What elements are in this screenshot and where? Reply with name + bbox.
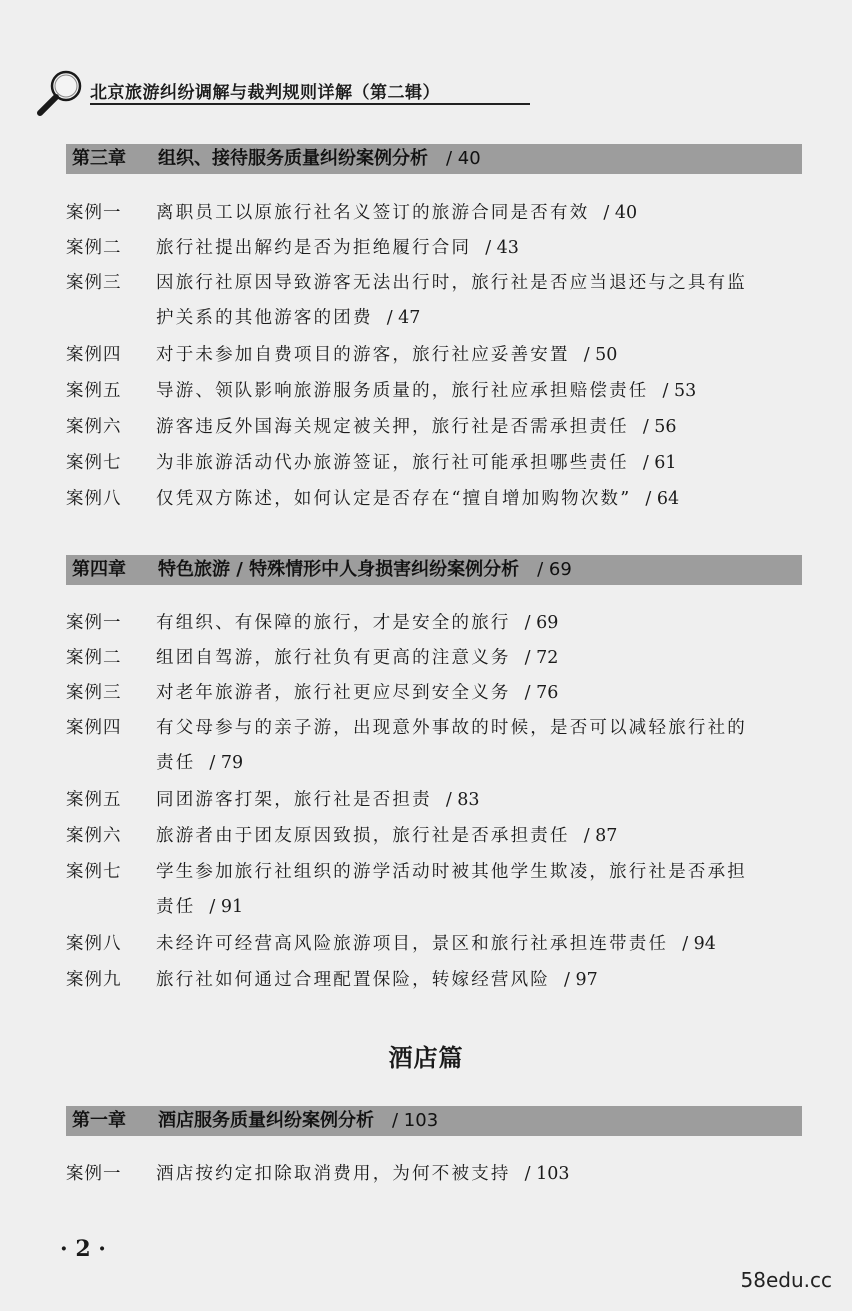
case-page: / 50 [583, 345, 618, 365]
case-title-cont: 责任 [156, 753, 196, 773]
case-label: 案例七 [66, 862, 122, 882]
case-label: 案例六 [66, 826, 122, 846]
chapter-page: / 69 [537, 559, 572, 580]
case-title: 因旅行社原因导致游客无法出行时，旅行社是否应当退还与之具有监 [156, 273, 747, 293]
case-title: 有组织、有保障的旅行，才是安全的旅行 [156, 613, 511, 633]
case-label: 案例一 [66, 203, 122, 223]
chapter-heading [66, 555, 802, 585]
case-label: 案例一 [66, 613, 122, 633]
case-label: 案例三 [66, 273, 122, 293]
chapter-page: / 40 [446, 148, 481, 169]
case-title: 旅行社如何通过合理配置保险，转嫁经营风险 [156, 970, 550, 990]
case-title: 为非旅游活动代办旅游签证，旅行社可能承担哪些责任 [156, 453, 629, 473]
chapter-title: 特色旅游 / 特殊情形中人身损害纠纷案例分析 [158, 559, 520, 580]
case-label: 案例二 [66, 238, 122, 258]
case-title: 学生参加旅行社组织的游学活动时被其他学生欺凌，旅行社是否承担 [156, 862, 747, 882]
case-page: / 97 [564, 970, 598, 990]
case-page: / 64 [645, 489, 680, 509]
case-page: / 56 [642, 417, 677, 437]
chapter-heading [66, 144, 802, 174]
case-label: 案例一 [66, 1164, 122, 1184]
case-page: / 40 [603, 203, 638, 223]
magnifier-icon [34, 66, 90, 118]
case-label: 案例二 [66, 648, 122, 668]
case-page: / 61 [642, 453, 677, 473]
case-title: 未经许可经营高风险旅游项目，景区和旅行社承担连带责任 [156, 934, 669, 954]
case-title: 同团游客打架，旅行社是否担责 [156, 790, 432, 810]
case-label: 案例四 [66, 345, 122, 365]
running-header [34, 66, 504, 118]
chapter-page: / 103 [392, 1110, 439, 1131]
case-page: / 72 [524, 648, 559, 668]
case-page: / 69 [524, 613, 559, 633]
case-title: 有父母参与的亲子游，出现意外事故的时候，是否可以减轻旅行社的 [156, 718, 747, 738]
case-title: 对于未参加自费项目的游客，旅行社应妥善安置 [156, 345, 570, 365]
case-title: 游客违反外国海关规定被关押，旅行社是否需承担责任 [156, 417, 629, 437]
case-page: / 91 [209, 897, 244, 917]
case-label: 案例五 [66, 381, 122, 401]
case-page: / 83 [445, 790, 480, 810]
chapter-title: 酒店服务质量纠纷案例分析 [158, 1110, 374, 1131]
case-title: 对老年旅游者，旅行社更应尽到安全义务 [156, 683, 511, 703]
chapter-number: 第四章 [72, 559, 126, 580]
case-title-cont: 责任 [156, 897, 196, 917]
case-title-cont: 护关系的其他游客的团费 [156, 308, 373, 328]
case-title: 旅行社提出解约是否为拒绝履行合同 [156, 238, 472, 258]
case-label: 案例五 [66, 790, 122, 810]
case-page: / 53 [662, 381, 697, 401]
header-title: 北京旅游纠纷调解与裁判规则详解（第二辑） [90, 83, 440, 103]
section-title: 酒店篇 [388, 1043, 464, 1072]
chapter-heading [66, 1106, 802, 1136]
case-label: 案例三 [66, 683, 122, 703]
case-page: / 87 [583, 826, 618, 846]
case-label: 案例八 [66, 934, 122, 954]
case-page: / 79 [209, 753, 244, 773]
case-label: 案例七 [66, 453, 122, 473]
case-title: 导游、领队影响旅游服务质量的，旅行社应承担赔偿责任 [156, 381, 649, 401]
case-title: 离职员工以原旅行社名义签订的旅游合同是否有效 [156, 203, 590, 223]
chapter-number: 第一章 [72, 1110, 126, 1131]
chapter-title: 组织、接待服务质量纠纷案例分析 [158, 148, 428, 169]
chapter-number: 第三章 [72, 148, 126, 169]
case-page: / 76 [524, 683, 559, 703]
case-label: 案例六 [66, 417, 122, 437]
case-page: / 43 [485, 238, 519, 258]
case-page: / 103 [524, 1164, 570, 1184]
case-label: 案例八 [66, 489, 122, 509]
case-page: / 47 [386, 308, 421, 328]
case-title: 仅凭双方陈述，如何认定是否存在“擅自增加购物次数” [156, 489, 632, 509]
page-number: · 2 · [60, 1236, 106, 1262]
case-label: 案例九 [66, 970, 122, 990]
case-title: 酒店按约定扣除取消费用，为何不被支持 [156, 1164, 511, 1184]
case-title: 组团自驾游，旅行社负有更高的注意义务 [156, 648, 511, 668]
case-label: 案例四 [66, 718, 122, 738]
case-title: 旅游者由于团友原因致损，旅行社是否承担责任 [156, 826, 570, 846]
header-rule [90, 103, 530, 105]
case-page: / 94 [682, 934, 716, 954]
watermark: 58edu.cc [740, 1268, 832, 1292]
